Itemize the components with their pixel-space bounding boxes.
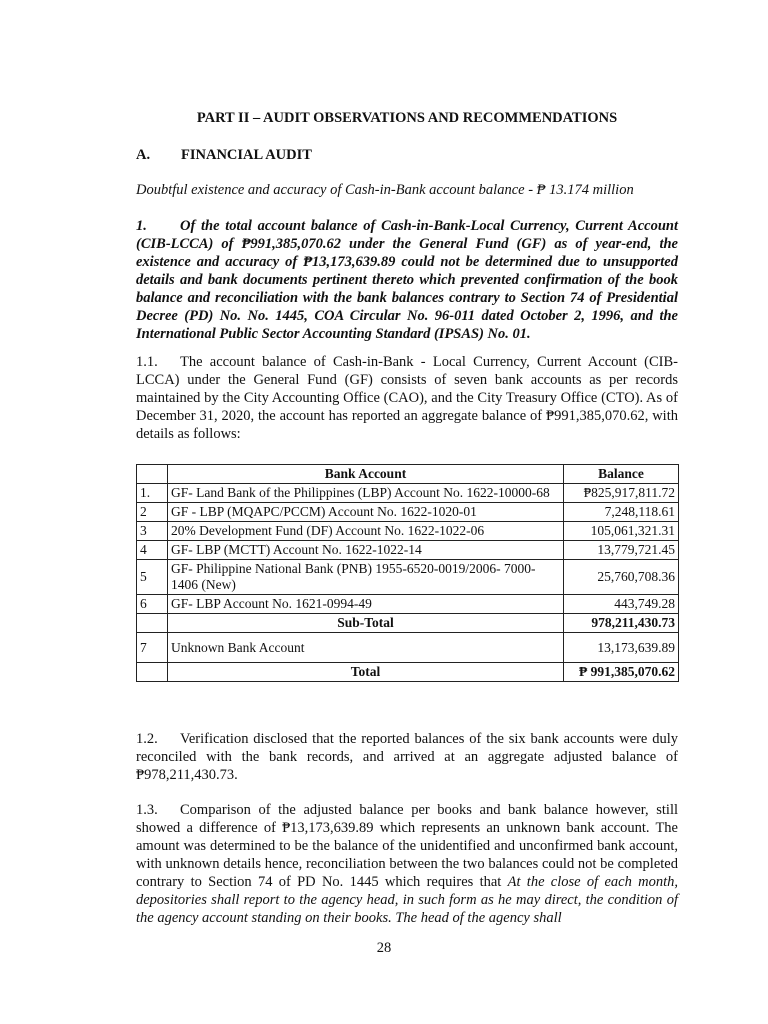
row-account: Unknown Bank Account [168,633,564,663]
row-balance: ₱825,917,811.72 [564,484,679,503]
paragraph-number: 1.1. [136,354,158,370]
paragraph-1-2 [136,730,678,784]
row-balance: 7,248,118.61 [564,503,679,522]
subtotal-index-cell [137,614,168,633]
table-row [137,522,679,541]
row-index: 2 [137,503,168,522]
paragraph-number: 1.2. [136,731,158,747]
bank-accounts-table [136,464,679,682]
subtotal-row [137,614,679,633]
paragraph-1-1 [136,353,678,443]
section-number: A. [136,147,151,163]
table-row [137,503,679,522]
row-balance: 13,779,721.45 [564,541,679,560]
paragraph-number: 1.3. [136,802,158,818]
row-index: 7 [137,633,168,663]
paragraph-quote: At the close of each month, depositories shall report to the agency head, in such form as he may direct, the condition of the agency account standing on their books. The head of the agency shall [136,874,678,926]
header-balance: Balance [564,465,679,484]
table-row [137,484,679,503]
observation-paragraph [136,217,678,343]
total-value: ₱ 991,385,070.62 [564,663,679,682]
row-index: 5 [137,560,168,595]
total-row [137,663,679,682]
total-label: Total [168,663,564,682]
row-index: 4 [137,541,168,560]
header-bank-account: Bank Account [168,465,564,484]
subtotal-value: 978,211,430.73 [564,614,679,633]
row-index: 3 [137,522,168,541]
row-balance: 13,173,639.89 [564,633,679,663]
row-balance: 105,061,321.31 [564,522,679,541]
row-account: GF- LBP (MCTT) Account No. 1622-1022-14 [168,541,564,560]
paragraph-text: The account balance of Cash-in-Bank - Local Currency, Current Account (CIB-LCCA) under the General Fund (GF) consists of seven bank accounts as per records maintained by the City Accounting Office (CAO), and the City Treasury Office (CTO). As of December 31, 2020, the account has reported an aggregate balance of ₱991,385,070.62, with details as follows: [136,354,678,442]
row-account: GF - LBP (MQAPC/PCCM) Account No. 1622-1020-01 [168,503,564,522]
subtotal-label: Sub-Total [168,614,564,633]
paragraph-1-3 [136,801,678,927]
observation-subtitle: Doubtful existence and accuracy of Cash-in-Bank account balance - ₱ 13.174 million [136,182,634,198]
row-balance: 25,760,708.36 [564,560,679,595]
table-row [137,541,679,560]
row-account: GF- Philippine National Bank (PNB) 1955-6520-0019/2006- 7000-1406 (New) [168,560,564,595]
part-title: PART II – AUDIT OBSERVATIONS AND RECOMMENDATIONS [196,110,618,126]
row-account: GF- Land Bank of the Philippines (LBP) Account No. 1622-10000-68 [168,484,564,503]
row-account: GF- LBP Account No. 1621-0994-49 [168,595,564,614]
total-index-cell [137,663,168,682]
observation-text: Of the total account balance of Cash-in-Bank-Local Currency, Current Account (CIB-LCCA) of ₱991,385,070.62 under the General Fund (GF) as of year-end, the existence and accuracy of ₱13,173,639.89 could not be determined due to unsupported details and bank documents pertinent thereto which prevented confirmation of the book balance and reconciliation with the bank balances contrary to Section 74 of Presidential Decree (PD) No. No. 1445, COA Circular No. 96-011 dated October 2, 1996, and the International Public Sector Accounting Standard (IPSAS) No. 01. [136,218,678,342]
section-title: FINANCIAL AUDIT [181,147,312,163]
paragraph-text: Verification disclosed that the reported balances of the six bank accounts were duly reconciled with the bank records, and arrived at an aggregate adjusted balance of ₱978,211,430.73. [136,731,678,783]
paragraph-text: Comparison of the adjusted balance per books and bank balance however, still showed a difference of ₱13,173,639.89 which represents an unknown bank account. The amount was determined to be the balance of the unidentified and unconfirmed bank account, with unknown details hence, reconciliation between the two balances could not be completed contrary to Section 74 of PD No. 1445 which requires that [136,802,678,890]
row-index: 6 [137,595,168,614]
header-index-cell [137,465,168,484]
page-number: 28 [376,940,392,956]
table-row [137,595,679,614]
section-heading [136,147,312,164]
observation-number: 1. [136,218,147,234]
table-row [137,560,679,595]
table-header-row [137,465,679,484]
table-row [137,633,679,663]
row-account: 20% Development Fund (DF) Account No. 1622-1022-06 [168,522,564,541]
row-balance: 443,749.28 [564,595,679,614]
row-index: 1. [137,484,168,503]
